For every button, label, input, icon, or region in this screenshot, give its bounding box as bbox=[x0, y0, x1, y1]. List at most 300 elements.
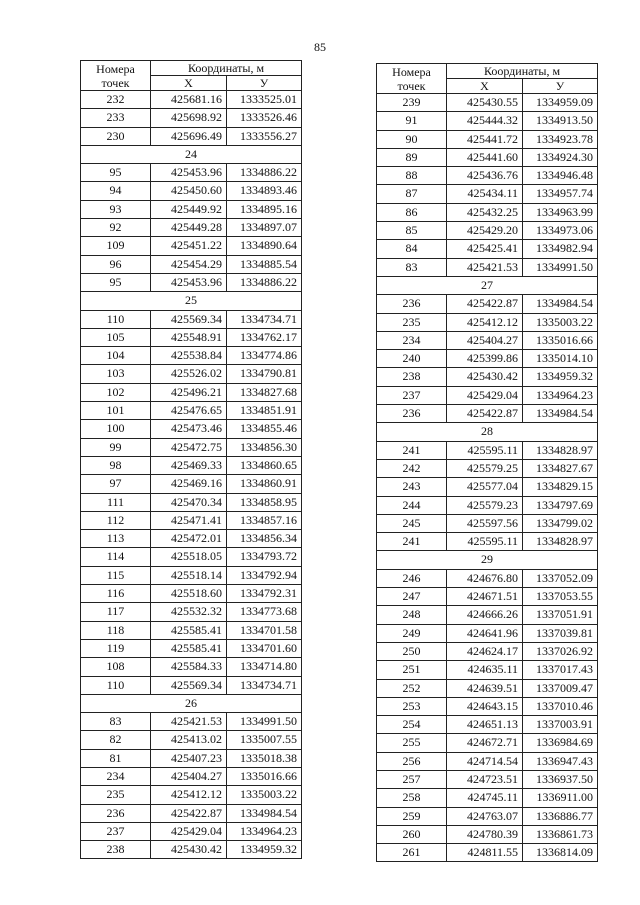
point-number-cell: 241 bbox=[377, 533, 447, 551]
y-coordinate-cell: 1334963.99 bbox=[523, 203, 598, 221]
point-number-cell: 104 bbox=[81, 347, 151, 365]
point-number-cell: 111 bbox=[81, 493, 151, 511]
x-coordinate-cell: 425696.49 bbox=[151, 127, 227, 145]
x-coordinate-cell: 424666.26 bbox=[447, 606, 523, 624]
table-row bbox=[81, 841, 302, 859]
point-number-cell: 235 bbox=[81, 786, 151, 804]
x-coordinate-cell: 425585.41 bbox=[151, 639, 227, 657]
point-number-cell: 248 bbox=[377, 606, 447, 624]
x-coordinate-cell: 425441.72 bbox=[447, 130, 523, 148]
x-coordinate-cell: 425453.96 bbox=[151, 273, 227, 291]
coords-header: Координаты, м bbox=[151, 61, 302, 76]
point-number-cell: 233 bbox=[81, 109, 151, 127]
y-coordinate-cell: 1334701.60 bbox=[227, 639, 302, 657]
x-coordinate-cell: 424672.71 bbox=[447, 734, 523, 752]
x-coordinate-cell: 425451.22 bbox=[151, 237, 227, 255]
point-number-cell: 256 bbox=[377, 752, 447, 770]
point-number-cell: 110 bbox=[81, 310, 151, 328]
x-coordinate-cell: 425430.55 bbox=[447, 94, 523, 112]
x-coordinate-cell: 425518.60 bbox=[151, 585, 227, 603]
y-coordinate-cell: 1336814.09 bbox=[523, 844, 598, 862]
y-coordinate-cell: 1334860.91 bbox=[227, 475, 302, 493]
point-number-cell: 244 bbox=[377, 496, 447, 514]
x-coordinate-cell: 425496.21 bbox=[151, 383, 227, 401]
x-coordinate-cell: 424671.51 bbox=[447, 588, 523, 606]
y-coordinate-cell: 1334829.15 bbox=[523, 478, 598, 496]
x-coordinate-cell: 425473.46 bbox=[151, 420, 227, 438]
coordinates-table-left bbox=[80, 60, 302, 859]
y-coordinate-cell: 1337039.81 bbox=[523, 624, 598, 642]
table-row bbox=[81, 786, 302, 804]
x-coordinate-cell: 424676.80 bbox=[447, 569, 523, 587]
y-coordinate-cell: 1336937.50 bbox=[523, 770, 598, 788]
point-number-cell: 92 bbox=[81, 219, 151, 237]
x-coordinate-cell: 425584.33 bbox=[151, 658, 227, 676]
x-coordinate-cell: 424723.51 bbox=[447, 770, 523, 788]
point-number-cell: 237 bbox=[377, 386, 447, 404]
x-column-header: X bbox=[151, 76, 227, 91]
point-number-cell: 102 bbox=[81, 383, 151, 401]
x-coordinate-cell: 425454.29 bbox=[151, 255, 227, 273]
point-number-cell: 118 bbox=[81, 621, 151, 639]
table-row bbox=[81, 530, 302, 548]
group-number: 24 bbox=[81, 145, 302, 163]
point-number-cell: 259 bbox=[377, 807, 447, 825]
table-row bbox=[81, 164, 302, 182]
point-number-cell: 236 bbox=[377, 295, 447, 313]
table-row bbox=[377, 807, 598, 825]
x-coordinate-cell: 425453.96 bbox=[151, 164, 227, 182]
point-number-cell: 86 bbox=[377, 203, 447, 221]
y-coordinate-cell: 1334913.50 bbox=[523, 112, 598, 130]
group-header-row bbox=[81, 145, 302, 163]
table-row bbox=[377, 112, 598, 130]
table-row bbox=[377, 368, 598, 386]
y-coordinate-cell: 1334827.68 bbox=[227, 383, 302, 401]
table-row bbox=[81, 676, 302, 694]
point-number-cell: 97 bbox=[81, 475, 151, 493]
y-coordinate-cell: 1334982.94 bbox=[523, 240, 598, 258]
point-number-cell: 255 bbox=[377, 734, 447, 752]
y-coordinate-cell: 1337017.43 bbox=[523, 661, 598, 679]
table-row bbox=[377, 716, 598, 734]
table-row bbox=[81, 822, 302, 840]
y-coordinate-cell: 1335003.22 bbox=[227, 786, 302, 804]
page-number: 85 bbox=[314, 40, 326, 54]
x-coordinate-cell: 425518.14 bbox=[151, 566, 227, 584]
table-row bbox=[81, 731, 302, 749]
group-header-row bbox=[377, 551, 598, 569]
point-number-cell: 247 bbox=[377, 588, 447, 606]
table-row bbox=[377, 148, 598, 166]
table-row bbox=[377, 533, 598, 551]
table-row bbox=[81, 200, 302, 218]
table-row bbox=[377, 295, 598, 313]
group-header-row bbox=[81, 694, 302, 712]
y-coordinate-cell: 1336984.69 bbox=[523, 734, 598, 752]
y-coordinate-cell: 1334991.50 bbox=[523, 258, 598, 276]
y-coordinate-cell: 1334827.67 bbox=[523, 459, 598, 477]
points-header-line1: Номера bbox=[392, 64, 431, 79]
x-coordinate-cell: 425429.04 bbox=[447, 386, 523, 404]
table-row bbox=[377, 661, 598, 679]
point-number-cell: 84 bbox=[377, 240, 447, 258]
y-coordinate-cell: 1336861.73 bbox=[523, 825, 598, 843]
point-number-cell: 234 bbox=[81, 767, 151, 785]
x-coordinate-cell: 425469.16 bbox=[151, 475, 227, 493]
x-coordinate-cell: 425432.25 bbox=[447, 203, 523, 221]
y-coordinate-cell: 1333525.01 bbox=[227, 91, 302, 109]
point-number-cell: 246 bbox=[377, 569, 447, 587]
coords-header: Координаты, м bbox=[447, 64, 598, 79]
x-coordinate-cell: 424639.51 bbox=[447, 679, 523, 697]
x-coordinate-cell: 424651.13 bbox=[447, 716, 523, 734]
table-row bbox=[377, 203, 598, 221]
table-row bbox=[81, 804, 302, 822]
x-coordinate-cell: 425579.25 bbox=[447, 459, 523, 477]
table-row bbox=[377, 478, 598, 496]
point-number-cell: 240 bbox=[377, 350, 447, 368]
table-row bbox=[377, 514, 598, 532]
y-coordinate-cell: 1334924.30 bbox=[523, 148, 598, 166]
point-number-cell: 119 bbox=[81, 639, 151, 657]
table-row bbox=[377, 825, 598, 843]
table-body-right bbox=[377, 94, 598, 862]
y-coordinate-cell: 1333526.46 bbox=[227, 109, 302, 127]
points-header-line1: Номера bbox=[96, 61, 135, 76]
table-row bbox=[377, 405, 598, 423]
table-row bbox=[377, 789, 598, 807]
x-coordinate-cell: 424643.15 bbox=[447, 697, 523, 715]
point-number-cell: 94 bbox=[81, 182, 151, 200]
table-row bbox=[377, 185, 598, 203]
point-number-cell: 114 bbox=[81, 548, 151, 566]
x-coordinate-cell: 424811.55 bbox=[447, 844, 523, 862]
y-coordinate-cell: 1335003.22 bbox=[523, 313, 598, 331]
group-number: 29 bbox=[377, 551, 598, 569]
x-coordinate-cell: 425422.87 bbox=[447, 295, 523, 313]
points-column-header bbox=[81, 61, 151, 91]
x-coordinate-cell: 425518.05 bbox=[151, 548, 227, 566]
point-number-cell: 258 bbox=[377, 789, 447, 807]
y-coordinate-cell: 1334959.09 bbox=[523, 94, 598, 112]
y-coordinate-cell: 1334886.22 bbox=[227, 273, 302, 291]
table-row bbox=[81, 383, 302, 401]
y-coordinate-cell: 1334991.50 bbox=[227, 713, 302, 731]
table-row bbox=[81, 621, 302, 639]
x-coordinate-cell: 425449.28 bbox=[151, 219, 227, 237]
y-coordinate-cell: 1335014.10 bbox=[523, 350, 598, 368]
table-row bbox=[377, 569, 598, 587]
table-row bbox=[377, 258, 598, 276]
table-row bbox=[377, 94, 598, 112]
point-number-cell: 257 bbox=[377, 770, 447, 788]
point-number-cell: 245 bbox=[377, 514, 447, 532]
points-column-header bbox=[377, 64, 447, 94]
group-header-row bbox=[377, 276, 598, 294]
y-coordinate-cell: 1334885.54 bbox=[227, 255, 302, 273]
y-coordinate-cell: 1336886.77 bbox=[523, 807, 598, 825]
y-coordinate-cell: 1334797.69 bbox=[523, 496, 598, 514]
point-number-cell: 95 bbox=[81, 273, 151, 291]
x-coordinate-cell: 425404.27 bbox=[151, 767, 227, 785]
point-number-cell: 249 bbox=[377, 624, 447, 642]
x-coordinate-cell: 425449.92 bbox=[151, 200, 227, 218]
x-coordinate-cell: 425470.34 bbox=[151, 493, 227, 511]
x-coordinate-cell: 425436.76 bbox=[447, 167, 523, 185]
table-row bbox=[81, 273, 302, 291]
point-number-cell: 103 bbox=[81, 365, 151, 383]
point-number-cell: 96 bbox=[81, 255, 151, 273]
coordinates-table-right bbox=[376, 63, 598, 862]
x-coordinate-cell: 425698.92 bbox=[151, 109, 227, 127]
table-row bbox=[81, 310, 302, 328]
table-row bbox=[377, 167, 598, 185]
y-coordinate-cell: 1334734.71 bbox=[227, 310, 302, 328]
y-coordinate-cell: 1337052.09 bbox=[523, 569, 598, 587]
table-row bbox=[377, 770, 598, 788]
table-row bbox=[377, 679, 598, 697]
x-coordinate-cell: 425430.42 bbox=[447, 368, 523, 386]
y-coordinate-cell: 1334984.54 bbox=[227, 804, 302, 822]
y-coordinate-cell: 1334886.22 bbox=[227, 164, 302, 182]
y-coordinate-cell: 1337026.92 bbox=[523, 642, 598, 660]
x-coordinate-cell: 425585.41 bbox=[151, 621, 227, 639]
table-row bbox=[81, 420, 302, 438]
y-coordinate-cell: 1336911.00 bbox=[523, 789, 598, 807]
point-number-cell: 87 bbox=[377, 185, 447, 203]
x-coordinate-cell: 425407.23 bbox=[151, 749, 227, 767]
y-coordinate-cell: 1334957.74 bbox=[523, 185, 598, 203]
y-coordinate-cell: 1334762.17 bbox=[227, 328, 302, 346]
y-coordinate-cell: 1334984.54 bbox=[523, 295, 598, 313]
table-row bbox=[81, 713, 302, 731]
y-coordinate-cell: 1334714.80 bbox=[227, 658, 302, 676]
table-row bbox=[81, 456, 302, 474]
x-coordinate-cell: 425412.12 bbox=[447, 313, 523, 331]
table-row bbox=[377, 331, 598, 349]
y-coordinate-cell: 1334855.46 bbox=[227, 420, 302, 438]
x-coordinate-cell: 425422.87 bbox=[447, 405, 523, 423]
x-coordinate-cell: 425421.53 bbox=[151, 713, 227, 731]
point-number-cell: 83 bbox=[377, 258, 447, 276]
point-number-cell: 88 bbox=[377, 167, 447, 185]
y-coordinate-cell: 1334895.16 bbox=[227, 200, 302, 218]
point-number-cell: 260 bbox=[377, 825, 447, 843]
x-coordinate-cell: 425577.04 bbox=[447, 478, 523, 496]
y-coordinate-cell: 1334959.32 bbox=[523, 368, 598, 386]
point-number-cell: 110 bbox=[81, 676, 151, 694]
point-number-cell: 239 bbox=[377, 94, 447, 112]
point-number-cell: 238 bbox=[377, 368, 447, 386]
table-row bbox=[377, 624, 598, 642]
x-coordinate-cell: 425429.20 bbox=[447, 222, 523, 240]
x-coordinate-cell: 425569.34 bbox=[151, 676, 227, 694]
y-coordinate-cell: 1337010.46 bbox=[523, 697, 598, 715]
point-number-cell: 112 bbox=[81, 511, 151, 529]
y-coordinate-cell: 1334964.23 bbox=[227, 822, 302, 840]
y-coordinate-cell: 1334790.81 bbox=[227, 365, 302, 383]
y-coordinate-cell: 1334893.46 bbox=[227, 182, 302, 200]
x-coordinate-cell: 425471.41 bbox=[151, 511, 227, 529]
point-number-cell: 90 bbox=[377, 130, 447, 148]
x-coordinate-cell: 425595.11 bbox=[447, 441, 523, 459]
point-number-cell: 243 bbox=[377, 478, 447, 496]
table-row bbox=[377, 606, 598, 624]
x-coordinate-cell: 425569.34 bbox=[151, 310, 227, 328]
table-row bbox=[81, 658, 302, 676]
point-number-cell: 95 bbox=[81, 164, 151, 182]
x-coordinate-cell: 425472.01 bbox=[151, 530, 227, 548]
point-number-cell: 115 bbox=[81, 566, 151, 584]
group-number: 28 bbox=[377, 423, 598, 441]
x-coordinate-cell: 425430.42 bbox=[151, 841, 227, 859]
table-row bbox=[81, 493, 302, 511]
group-number: 26 bbox=[81, 694, 302, 712]
y-coordinate-cell: 1334984.54 bbox=[523, 405, 598, 423]
x-coordinate-cell: 425422.87 bbox=[151, 804, 227, 822]
x-coordinate-cell: 425399.86 bbox=[447, 350, 523, 368]
x-coordinate-cell: 424780.39 bbox=[447, 825, 523, 843]
table-row bbox=[81, 127, 302, 145]
y-coordinate-cell: 1334734.71 bbox=[227, 676, 302, 694]
x-coordinate-cell: 425429.04 bbox=[151, 822, 227, 840]
point-number-cell: 98 bbox=[81, 456, 151, 474]
point-number-cell: 230 bbox=[81, 127, 151, 145]
y-coordinate-cell: 1336947.43 bbox=[523, 752, 598, 770]
x-coordinate-cell: 425472.75 bbox=[151, 438, 227, 456]
x-coordinate-cell: 425548.91 bbox=[151, 328, 227, 346]
point-number-cell: 85 bbox=[377, 222, 447, 240]
table-row bbox=[377, 734, 598, 752]
y-coordinate-cell: 1334792.31 bbox=[227, 585, 302, 603]
group-number: 27 bbox=[377, 276, 598, 294]
y-coordinate-cell: 1335007.55 bbox=[227, 731, 302, 749]
point-number-cell: 236 bbox=[377, 405, 447, 423]
x-coordinate-cell: 424641.96 bbox=[447, 624, 523, 642]
y-coordinate-cell: 1334856.30 bbox=[227, 438, 302, 456]
y-coordinate-cell: 1337009.47 bbox=[523, 679, 598, 697]
x-coordinate-cell: 425450.60 bbox=[151, 182, 227, 200]
point-number-cell: 100 bbox=[81, 420, 151, 438]
x-coordinate-cell: 425597.56 bbox=[447, 514, 523, 532]
y-coordinate-cell: 1334946.48 bbox=[523, 167, 598, 185]
table-row bbox=[377, 642, 598, 660]
point-number-cell: 251 bbox=[377, 661, 447, 679]
x-coordinate-cell: 424635.11 bbox=[447, 661, 523, 679]
y-coordinate-cell: 1334774.86 bbox=[227, 347, 302, 365]
table-row bbox=[81, 255, 302, 273]
table-row bbox=[81, 566, 302, 584]
table-row bbox=[81, 767, 302, 785]
points-header-line2: точек bbox=[397, 78, 426, 93]
group-header-row bbox=[377, 423, 598, 441]
table-row bbox=[81, 603, 302, 621]
point-number-cell: 83 bbox=[81, 713, 151, 731]
y-coordinate-cell: 1334799.02 bbox=[523, 514, 598, 532]
point-number-cell: 234 bbox=[377, 331, 447, 349]
y-coordinate-cell: 1334923.78 bbox=[523, 130, 598, 148]
point-number-cell: 235 bbox=[377, 313, 447, 331]
table-row bbox=[377, 844, 598, 862]
table-row bbox=[377, 752, 598, 770]
point-number-cell: 89 bbox=[377, 148, 447, 166]
table-row bbox=[377, 386, 598, 404]
point-number-cell: 105 bbox=[81, 328, 151, 346]
table-row bbox=[81, 219, 302, 237]
point-number-cell: 99 bbox=[81, 438, 151, 456]
x-coordinate-cell: 425469.33 bbox=[151, 456, 227, 474]
y-column-header: У bbox=[227, 76, 302, 91]
table-row bbox=[377, 240, 598, 258]
y-coordinate-cell: 1337003.91 bbox=[523, 716, 598, 734]
x-coordinate-cell: 425425.41 bbox=[447, 240, 523, 258]
table-row bbox=[81, 511, 302, 529]
y-coordinate-cell: 1334857.16 bbox=[227, 511, 302, 529]
y-coordinate-cell: 1334851.91 bbox=[227, 402, 302, 420]
table-row bbox=[81, 328, 302, 346]
x-coordinate-cell: 425579.23 bbox=[447, 496, 523, 514]
x-coordinate-cell: 425538.84 bbox=[151, 347, 227, 365]
x-coordinate-cell: 425532.32 bbox=[151, 603, 227, 621]
table-row bbox=[81, 91, 302, 109]
table-row bbox=[377, 459, 598, 477]
group-header-row bbox=[81, 292, 302, 310]
x-coordinate-cell: 424763.07 bbox=[447, 807, 523, 825]
table-row bbox=[81, 237, 302, 255]
x-coordinate-cell: 425444.32 bbox=[447, 112, 523, 130]
y-coordinate-cell: 1334890.64 bbox=[227, 237, 302, 255]
y-column-header: У bbox=[523, 79, 598, 94]
point-number-cell: 252 bbox=[377, 679, 447, 697]
group-number: 25 bbox=[81, 292, 302, 310]
x-coordinate-cell: 425526.02 bbox=[151, 365, 227, 383]
y-coordinate-cell: 1334897.07 bbox=[227, 219, 302, 237]
table-row bbox=[81, 749, 302, 767]
x-coordinate-cell: 425412.12 bbox=[151, 786, 227, 804]
x-column-header: X bbox=[447, 79, 523, 94]
point-number-cell: 253 bbox=[377, 697, 447, 715]
table-row bbox=[377, 588, 598, 606]
x-coordinate-cell: 425404.27 bbox=[447, 331, 523, 349]
y-coordinate-cell: 1334964.23 bbox=[523, 386, 598, 404]
y-coordinate-cell: 1334860.65 bbox=[227, 456, 302, 474]
x-coordinate-cell: 425681.16 bbox=[151, 91, 227, 109]
table-row bbox=[81, 585, 302, 603]
point-number-cell: 241 bbox=[377, 441, 447, 459]
point-number-cell: 109 bbox=[81, 237, 151, 255]
table-row bbox=[377, 441, 598, 459]
y-coordinate-cell: 1334773.68 bbox=[227, 603, 302, 621]
x-coordinate-cell: 425476.65 bbox=[151, 402, 227, 420]
x-coordinate-cell: 425434.11 bbox=[447, 185, 523, 203]
y-coordinate-cell: 1334792.94 bbox=[227, 566, 302, 584]
x-coordinate-cell: 425441.60 bbox=[447, 148, 523, 166]
table-row bbox=[377, 313, 598, 331]
table-row bbox=[81, 438, 302, 456]
table-row bbox=[81, 475, 302, 493]
table-row bbox=[81, 182, 302, 200]
y-coordinate-cell: 1335016.66 bbox=[227, 767, 302, 785]
points-header-line2: точек bbox=[101, 75, 130, 90]
table-row bbox=[81, 548, 302, 566]
y-coordinate-cell: 1334828.97 bbox=[523, 533, 598, 551]
point-number-cell: 242 bbox=[377, 459, 447, 477]
point-number-cell: 237 bbox=[81, 822, 151, 840]
y-coordinate-cell: 1335016.66 bbox=[523, 331, 598, 349]
table-row bbox=[81, 347, 302, 365]
x-coordinate-cell: 424714.54 bbox=[447, 752, 523, 770]
